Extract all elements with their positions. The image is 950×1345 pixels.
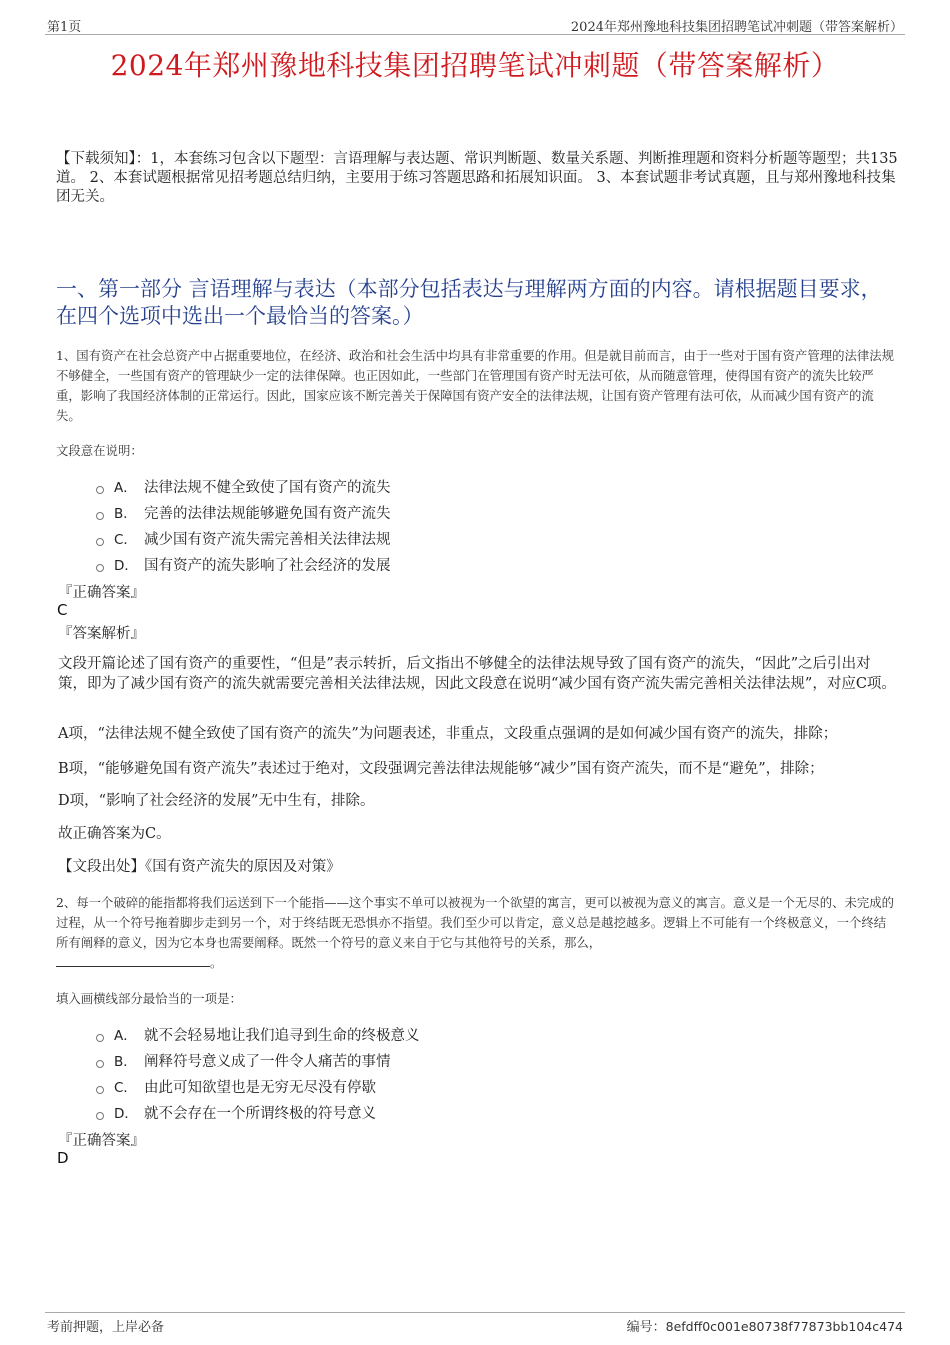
question-1-answer: C bbox=[57, 601, 68, 619]
page-header bbox=[45, 14, 905, 35]
question-2-stem-text: 2、每一个破碎的能指都将我们运送到下一个能指——这个事实不单可以被视为一个欲望的寓言，更可以被视为意义的寓言。意义是一个无尽的、未完成的过程，从一个符号拖着脚步走到另一个，对于终结既无恐惧亦不指望。我们至少可以肯定，意义总是越挖越多。逻辑上不可能有一个终极意义，一个终结所有阐释的意义，因为它本身也需要阐释。既然一个符号的意义来自于它与其他符号的关系，那么， bbox=[56, 895, 895, 950]
footer-code bbox=[627, 1316, 903, 1335]
question-1-option-b[interactable] bbox=[96, 499, 391, 525]
analysis-paragraph: 文段开篇论述了国有资产的重要性，“但是”表示转折，后文指出不够健全的法律法规导致了国有资产的流失，“因此”之后引出对策，即为了减少国有资产的流失就需要完善相关法律法规，因此文段意在说明“减少国有资产流失需完善相关法律法规”，对应C项。 bbox=[58, 656, 896, 692]
option-key: B． bbox=[114, 506, 137, 522]
option-key: A． bbox=[114, 1028, 137, 1044]
page-number: 第1页 bbox=[47, 20, 82, 35]
question-2-stem bbox=[56, 893, 898, 973]
page-footer bbox=[45, 1312, 905, 1337]
analysis-paragraph: D项，“影响了社会经济的发展”无中生有，排除。 bbox=[58, 793, 375, 809]
footer-slogan: 考前押题，上岸必备 bbox=[47, 1320, 165, 1335]
section-heading: 一、第一部分 言语理解与表达（本部分包括表达与理解两方面的内容。请根据题目要求，在四个选项中选出一个最恰当的答案。） bbox=[56, 277, 882, 328]
question-1-analysis bbox=[58, 655, 898, 694]
analysis-paragraph: B项，“能够避免国有资产流失”表述过于绝对，文段强调完善法律法规能够“减少”国有资产流失，而不是“避免”，排除； bbox=[58, 761, 824, 777]
question-2-prompt: 填入画横线部分最恰当的一项是： bbox=[56, 991, 242, 1006]
option-key: C． bbox=[114, 1080, 137, 1096]
radio-icon[interactable] bbox=[96, 512, 104, 520]
footer-code-value: 8efdff0c001e80738f77873bb104c474 bbox=[665, 1319, 903, 1334]
question-1-options bbox=[96, 473, 391, 577]
question-2-option-a[interactable] bbox=[96, 1021, 420, 1047]
question-1-option-c[interactable] bbox=[96, 525, 391, 551]
analysis-conclusion bbox=[58, 825, 898, 845]
stem-end: 。 bbox=[210, 955, 223, 970]
question-1-answer-label: 『正确答案』 bbox=[58, 585, 145, 601]
option-text: 完善的法律法规能够避免国有资产流失 bbox=[144, 505, 391, 522]
question-2-option-d[interactable] bbox=[96, 1099, 420, 1125]
radio-icon[interactable] bbox=[96, 1034, 104, 1042]
question-1-prompt: 文段意在说明： bbox=[56, 443, 143, 458]
option-text: 法律法规不健全致使了国有资产的流失 bbox=[144, 479, 391, 496]
option-text: 就不会轻易地让我们追寻到生命的终极意义 bbox=[144, 1027, 420, 1044]
analysis-a bbox=[58, 725, 898, 745]
option-key: A． bbox=[114, 480, 137, 496]
analysis-source-text: 【文段出处】《国有资产流失的原因及对策》 bbox=[58, 859, 341, 875]
question-1-analysis-label: 『答案解析』 bbox=[58, 626, 145, 642]
fill-blank bbox=[56, 966, 210, 967]
radio-icon[interactable] bbox=[96, 1086, 104, 1094]
analysis-source bbox=[58, 858, 898, 878]
question-2-option-c[interactable] bbox=[96, 1073, 420, 1099]
radio-icon[interactable] bbox=[96, 538, 104, 546]
analysis-d bbox=[58, 792, 898, 812]
radio-icon[interactable] bbox=[96, 564, 104, 572]
question-2-answer: D bbox=[57, 1149, 69, 1167]
radio-icon[interactable] bbox=[96, 486, 104, 494]
radio-icon[interactable] bbox=[96, 1112, 104, 1120]
option-key: D． bbox=[114, 558, 138, 574]
analysis-paragraph: 故正确答案为C。 bbox=[58, 826, 171, 842]
question-1-stem: 1、国有资产在社会总资产中占据重要地位，在经济、政治和社会生活中均具有非常重要的作用。但是就目前而言，由于一些对于国有资产管理的法律法规不够健全，一些国有资产的管理缺少一定的法律保障。也正因如此，一些部门在管理国有资产时无法可依，从而随意管理，使得国有资产的流失比较严重，影响了我国经济体制的正常运行。因此，国家应该不断完善关于保障国有资产安全的法律法规，让国有资产管理有法可依，从而减少国有资产的流失。 bbox=[56, 348, 895, 423]
option-key: D． bbox=[114, 1106, 138, 1122]
option-text: 阐释符号意义成了一件令人痛苦的事情 bbox=[144, 1053, 391, 1070]
analysis-paragraph: A项，“法律法规不健全致使了国有资产的流失”为问题表述，非重点，文段重点强调的是如何减少国有资产的流失，排除； bbox=[58, 726, 838, 742]
question-1-option-d[interactable] bbox=[96, 551, 391, 577]
option-text: 由此可知欲望也是无穷无尽没有停歇 bbox=[144, 1079, 376, 1096]
question-2-answer-label: 『正确答案』 bbox=[58, 1133, 145, 1149]
radio-icon[interactable] bbox=[96, 1060, 104, 1068]
analysis-b bbox=[58, 760, 898, 780]
question-2-options bbox=[96, 1021, 420, 1125]
option-key: C． bbox=[114, 532, 137, 548]
option-text: 国有资产的流失影响了社会经济的发展 bbox=[144, 557, 391, 574]
download-notice: 【下载须知】：1，本套练习包含以下题型：言语理解与表达题、常识判断题、数量关系题、判断推理题和资料分析题等题型；共135道。 2、本套试题根据常见招考题总结归纳，主要用于练习答题思路和拓展知识面。 3、本套试题非考试真题，且与郑州豫地科技集团无关。 bbox=[56, 151, 898, 205]
question-1-option-a[interactable] bbox=[96, 473, 391, 499]
option-key: B． bbox=[114, 1054, 137, 1070]
footer-code-label: 编号： bbox=[626, 1320, 666, 1335]
page-title: 2024年郑州豫地科技集团招聘笔试冲刺题（带答案解析） bbox=[110, 49, 840, 82]
option-text: 就不会存在一个所谓终极的符号意义 bbox=[144, 1105, 376, 1122]
header-doc-title: 2024年郑州豫地科技集团招聘笔试冲刺题（带答案解析） bbox=[570, 20, 903, 35]
question-2-option-b[interactable] bbox=[96, 1047, 420, 1073]
option-text: 减少国有资产流失需完善相关法律法规 bbox=[144, 531, 391, 548]
